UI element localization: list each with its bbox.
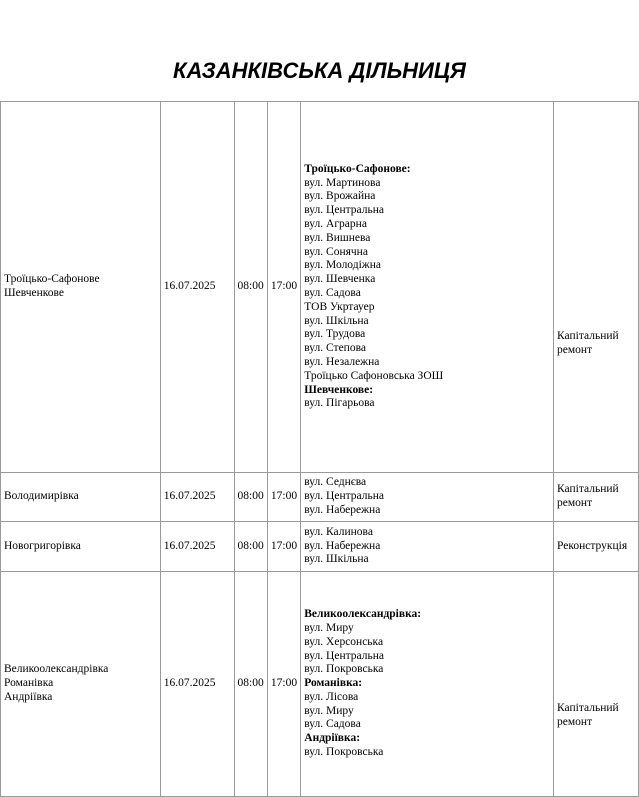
work-type-text: Капітальний [557,329,619,342]
address-cell [301,102,554,473]
settlement-cell [1,522,161,572]
date-cell: 16.07.2025 [160,102,234,473]
end-time-cell: 17:00 [267,572,300,797]
end-time-cell: 17:00 [267,102,300,473]
outage-schedule-table [0,101,639,797]
address-group-heading: Троїцько-Сафонове: [304,162,411,175]
end-time-cell: 17:00 [267,473,300,522]
address-line: вул. Седнєва [304,476,367,489]
page-title: КАЗАНКІВСЬКА ДІЛЬНИЦЯ [173,58,466,83]
address-line: вул. Мартинова [304,176,381,189]
work-type-cell [554,522,639,572]
settlement-name: Андріївка [4,690,53,703]
table-row [1,102,639,473]
address-line: вул. Миру [304,704,354,717]
address-line: вул. Шкільна [304,314,369,327]
address-line: вул. Шевченка [304,273,376,286]
settlement-name: Великоолександрівка [4,663,109,676]
address-group-heading: Великоолександрівка: [304,608,422,621]
work-type-cell [554,473,639,522]
settlement-name: Троїцько-Сафонове [4,273,100,286]
work-type-text: ремонт [557,716,593,728]
address-line: вул. Пігарьова [304,397,375,410]
settlement-cell [1,572,161,797]
start-time-cell: 08:00 [234,522,267,572]
work-type-text: ремонт [557,497,593,509]
settlement-name: Шевченкове [4,287,64,299]
address-line: вул. Покровська [304,663,384,676]
address-line: вул. Херсонська [304,635,384,648]
address-line: вул. Сонячна [304,245,368,258]
work-type-text: ремонт [557,343,593,356]
address-cell [301,522,554,572]
address-line: вул. Садова [304,718,361,731]
address-line: вул. Центральна [304,649,384,662]
settlement-cell [1,473,161,522]
address-group-heading: Романівка: [304,677,363,690]
address-line: вул. Покровська [304,746,384,759]
address-line: Троїцько Сафоновська ЗОШ [304,369,444,382]
work-type-cell [554,102,639,473]
address-line: вул. Врожайна [304,190,376,203]
work-type-text: Капітальний [557,483,619,496]
date-cell: 16.07.2025 [160,572,234,797]
work-type-text: Реконструкція [557,539,628,552]
table-row [1,522,639,572]
address-cell [301,473,554,522]
address-line: вул. Трудова [304,328,366,341]
work-type-text: Капітальний [557,702,619,715]
address-line: вул. Набережна [304,539,381,552]
start-time-cell: 08:00 [234,572,267,797]
address-line: вул. Садова [304,287,361,299]
address-line: вул. Набережна [304,503,381,516]
address-line: вул. Незалежна [304,355,380,368]
address-line: вул. Центральна [304,490,384,503]
date-cell: 16.07.2025 [160,473,234,522]
address-line: вул. Аграрна [304,218,367,231]
address-group-heading: Шевченкове: [304,383,374,396]
address-line: вул. Вишнева [304,231,371,244]
address-group-heading: Андріївка: [304,732,361,745]
start-time-cell: 08:00 [234,473,267,522]
work-type-cell [554,572,639,797]
table-row [1,572,639,797]
address-line: вул. Степова [304,342,366,355]
settlement-cell [1,102,161,473]
address-line: вул. Миру [304,621,354,634]
address-line: вул. Центральна [304,204,384,217]
end-time-cell: 17:00 [267,522,300,572]
address-line: ТОВ Укртауер [304,300,375,313]
address-line: вул. Лісова [304,690,359,703]
date-cell: 16.07.2025 [160,522,234,572]
address-line: вул. Молодіжна [304,259,381,272]
start-time-cell: 08:00 [234,102,267,473]
address-line: вул. Калинова [304,525,373,538]
address-line: вул. Шкільна [304,553,369,566]
settlement-name: Романівка [4,677,54,690]
table-row [1,473,639,522]
table-body [1,102,639,797]
address-cell [301,572,554,797]
settlement-name: Володимирівка [4,490,79,503]
settlement-name: Новогригорівка [4,539,81,552]
